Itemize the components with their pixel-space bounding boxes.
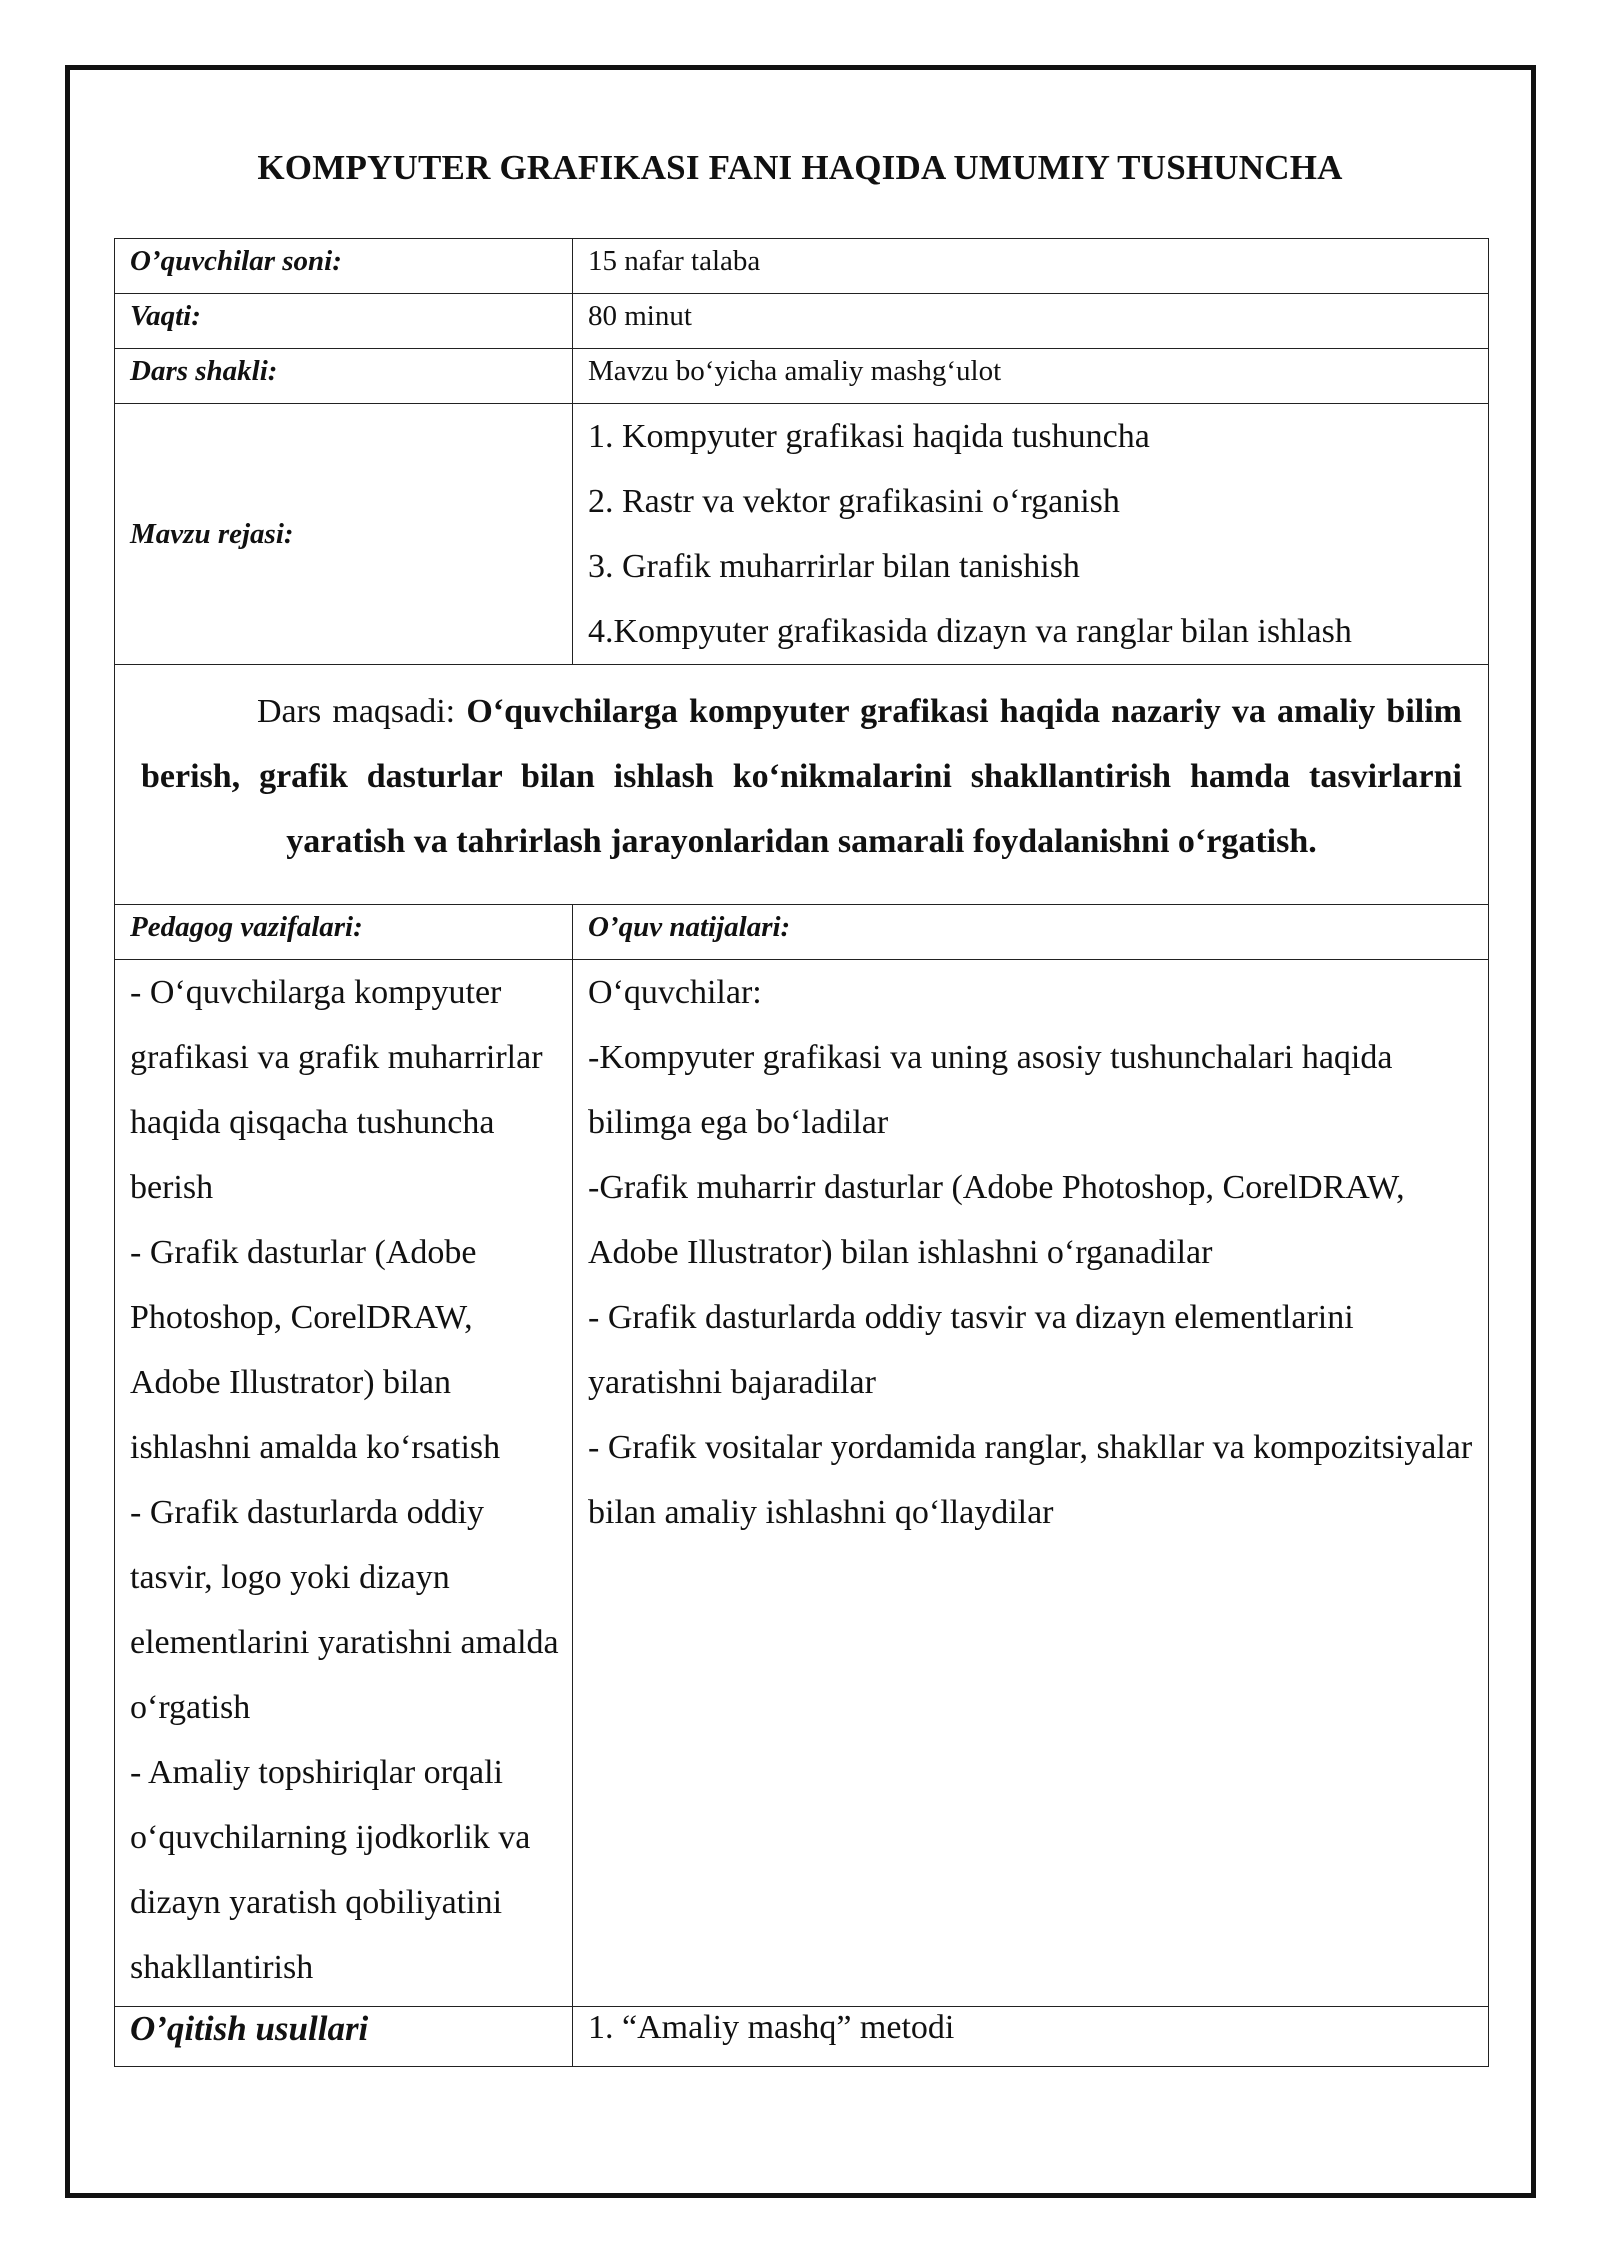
outcomes-header: O’quv natijalari: [573,905,1489,960]
plan-item: 2. Rastr va vektor grafikasini oʻrganish [588,483,1120,520]
plan-list [588,404,1488,664]
teacher-task: - Amaliy topshiriqlar orqali oʻquvchilarning ijodkorlik va dizayn yaratish qobiliyatini shakllantirish [130,1754,531,1986]
time-value: 80 minut [573,294,1489,349]
table-row [115,294,1489,349]
teacher-tasks-cell [115,960,573,2007]
teacher-task: - Grafik dasturlar (Adobe Photoshop, CorelDRAW, Adobe Illustrator) bilan ishlashni amalda koʻrsatish [130,1234,501,1466]
table-row [115,665,1489,905]
teacher-task: - Grafik dasturlarda oddiy tasvir, logo yoki dizayn elementlarini yaratishni amalda oʻrgatish [130,1494,559,1726]
goal-prefix: Dars maqsadi: [257,693,467,730]
outcome-item: Oʻquvchilar: [588,974,762,1011]
teacher-tasks-header: Pedagog vazifalari: [115,905,573,960]
goal-text: Oʻquvchilarga kompyuter grafikasi haqida nazariy va amaliy bilim berish, grafik dasturlar bilan ishlash koʻnikmalarini shakllantirish hamda tasvirlarni yaratish va tahrirlash jarayonlaridan samarali foydalanishni oʻrgatish. [141,693,1463,860]
form-value: Mavzu boʻyicha amaliy mashgʻulot [573,349,1489,404]
plan-item: 4.Kompyuter grafikasida dizayn va ranglar bilan ishlash [588,613,1352,650]
table-row [115,2007,1489,2067]
time-label: Vaqti: [115,294,573,349]
document-title: KOMPYUTER GRAFIKASI FANI HAQIDA UMUMIY TUSHUNCHA [257,148,1343,187]
students-label: O’quvchilar soni: [115,239,573,294]
teacher-task: - Oʻquvchilarga kompyuter grafikasi va grafik muharrirlar haqida qisqacha tushuncha berish [130,974,543,1206]
outcome-item: -Grafik muharrir dasturlar (Adobe Photoshop, CorelDRAW, Adobe Illustrator) bilan ishlashni oʻrganadilar [588,1169,1405,1271]
table-row [115,905,1489,960]
outcome-item: - Grafik vositalar yordamida ranglar, shakllar va kompozitsiyalar bilan amaliy ishlashni qoʻllaydilar [588,1429,1473,1531]
students-value: 15 nafar talaba [573,239,1489,294]
outcome-item: - Grafik dasturlarda oddiy tasvir va dizayn elementlarini yaratishni bajaradilar [588,1299,1354,1401]
methods-label: O’qitish usullari [115,2007,573,2067]
methods-value: 1. “Amaliy mashq” metodi [573,2007,1489,2067]
outcome-item: -Kompyuter grafikasi va uning asosiy tushunchalari haqida bilimga ega boʻladilar [588,1039,1393,1141]
outcomes-cell [573,960,1489,2007]
table-row [115,349,1489,404]
lesson-goal [115,665,1489,905]
table-row [115,960,1489,2007]
plan-label: Mavzu rejasi: [115,404,573,665]
table-row [115,404,1489,665]
table-row [115,239,1489,294]
form-label: Dars shakli: [115,349,573,404]
plan-item: 3. Grafik muharrirlar bilan tanishish [588,548,1080,585]
lesson-plan-table [114,238,1489,2067]
plan-item: 1. Kompyuter grafikasi haqida tushuncha [588,418,1150,455]
plan-cell [573,404,1489,665]
